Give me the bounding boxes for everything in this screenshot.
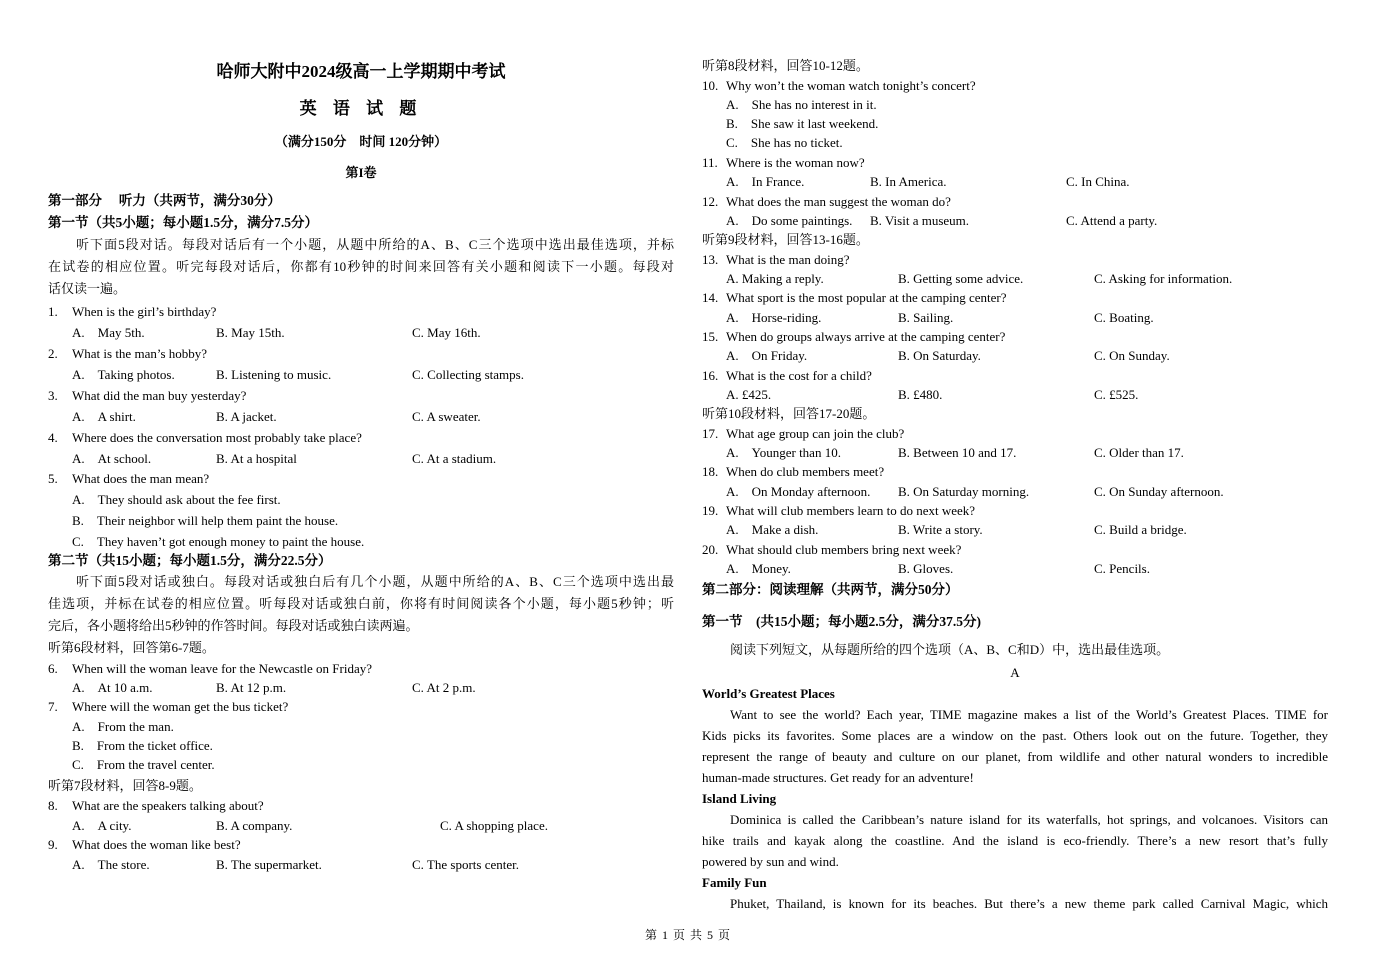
option-b: B. Between 10 and 17. <box>898 445 1017 460</box>
question-text: What is the cost for a child? <box>726 368 872 383</box>
reading-instr: 阅读下列短文，从每题所给的四个选项（A、B、C和D）中，选出最佳选项。 <box>730 642 1170 657</box>
exam-title: 哈师大附中2024级高一上学期期中考试 <box>216 62 506 81</box>
option-b: B. The supermarket. <box>216 857 322 872</box>
option-c: C. A shopping place. <box>440 818 548 833</box>
option-a: A. At school. <box>72 451 152 466</box>
option-a: A. Horse-riding. <box>726 310 822 325</box>
question-number: 16. <box>702 368 719 383</box>
option-c: C. Boating. <box>1094 310 1154 325</box>
question-5 <box>48 471 209 487</box>
question-3 <box>48 388 246 404</box>
passage-title: World’s Greatest Places <box>702 686 835 701</box>
question-text: When is the girl’s birthday? <box>72 304 217 319</box>
question-text: What will club members learn to do next week? <box>726 503 976 518</box>
part1-heading: 第一部分 听力（共两节，满分30分） <box>48 193 281 208</box>
question-text: What are the speakers talking about? <box>72 798 264 813</box>
option-a: A. She has no interest in it. <box>726 97 877 112</box>
section1-instr-line: 话仅读一遍。 <box>48 281 127 296</box>
option-b: B. She saw it last weekend. <box>726 116 879 131</box>
option-a: A. In France. <box>726 174 805 189</box>
question-number: 13. <box>702 252 719 267</box>
material-9: 听第9段材料，回答13-16题。 <box>702 232 869 247</box>
option-b: B. On Saturday. <box>898 348 981 363</box>
passage-subheading: Family Fun <box>702 875 767 890</box>
option-a: A. From the man. <box>72 719 174 734</box>
option-b: B. May 15th. <box>216 325 285 340</box>
question-number: 10. <box>702 78 719 93</box>
material-10: 听第10段材料，回答17-20题。 <box>702 406 876 421</box>
section1-heading: 第一节（共5小题；每小题1.5分，满分7.5分） <box>48 215 318 230</box>
section1-instr-line: 在试卷的相应位置。听完每段对话后，你都有10秒钟的时间来回答有关小题和阅读下一小题。每段对 <box>48 259 674 274</box>
option-c: C. Older than 17. <box>1094 445 1184 460</box>
option-a: A. On Monday afternoon. <box>726 484 871 499</box>
question-text: When will the woman leave for the Newcastle on Friday? <box>72 661 372 676</box>
question-15 <box>702 329 1005 345</box>
material-8: 听第8段材料，回答10-12题。 <box>702 58 869 73</box>
question-text: What does the man suggest the woman do? <box>726 194 951 209</box>
subject-title: 英 语 试 题 <box>299 99 423 118</box>
question-2 <box>48 346 207 362</box>
option-a: A. Make a dish. <box>726 522 819 537</box>
exam-meta: （满分150分 时间 120分钟） <box>274 134 448 149</box>
question-9 <box>48 837 241 853</box>
option-c: C. They haven’t got enough money to paint the house. <box>72 534 365 549</box>
question-4 <box>48 430 362 446</box>
question-number: 3. <box>48 388 58 403</box>
question-number: 11. <box>702 155 718 170</box>
option-a: A. On Friday. <box>726 348 808 363</box>
option-a: A. May 5th. <box>72 325 145 340</box>
volume-label: 第I卷 <box>345 165 377 180</box>
question-6 <box>48 661 372 677</box>
option-c: C. On Sunday. <box>1094 348 1170 363</box>
material-7: 听第7段材料，回答8-9题。 <box>48 778 202 793</box>
question-text: What is the man’s hobby? <box>72 346 208 361</box>
option-a: A. Money. <box>726 561 791 576</box>
question-13 <box>702 252 849 268</box>
question-number: 14. <box>702 290 719 305</box>
question-text: When do club members meet? <box>726 464 885 479</box>
option-b: B. Sailing. <box>898 310 954 325</box>
question-number: 17. <box>702 426 719 441</box>
question-12 <box>702 194 951 210</box>
question-text: Why won’t the woman watch tonight’s concert? <box>726 78 976 93</box>
option-b: B. At a hospital <box>216 451 297 466</box>
question-10 <box>702 78 976 94</box>
question-18 <box>702 464 884 480</box>
question-text: When do groups always arrive at the camping center? <box>726 329 1006 344</box>
passage-line: Dominica is called the Caribbean’s nature island for its waterfalls, hot springs, and volcanoes. Visitors can <box>730 812 1328 827</box>
question-20 <box>702 542 961 558</box>
option-b: B. On Saturday morning. <box>898 484 1030 499</box>
passage-line: Want to see the world? Each year, TIME magazine makes a list of the World’s Greatest Places. TIME for <box>730 707 1328 722</box>
section1-instr-line: 听下面5段对话。每段对话后有一个小题，从题中所给的A、B、C三个选项中选出最佳选项，并标 <box>76 237 674 252</box>
option-b: B. From the ticket office. <box>72 738 213 753</box>
passage-subheading: Island Living <box>702 791 777 806</box>
passage-label: A <box>1010 665 1020 680</box>
passage-line: represent the range of beauty and culture on our planet, from wildlife and other natural wonders to incredible <box>702 749 1328 764</box>
question-text: What should club members bring next week? <box>726 542 962 557</box>
option-b: B. Gloves. <box>898 561 954 576</box>
option-b: B. Getting some advice. <box>898 271 1024 286</box>
question-number: 15. <box>702 329 719 344</box>
question-11 <box>702 155 865 171</box>
option-a: A. Do some paintings. <box>726 213 853 228</box>
option-b: B. Write a story. <box>898 522 983 537</box>
question-number: 18. <box>702 464 719 479</box>
option-a: A. Younger than 10. <box>726 445 841 460</box>
question-number: 20. <box>702 542 719 557</box>
part2-section1-heading: 第一节 (共15小题；每小题2.5分，满分37.5分) <box>702 614 981 629</box>
option-b: B. A company. <box>216 818 293 833</box>
question-number: 2. <box>48 346 58 361</box>
option-a: A. £425. <box>726 387 772 402</box>
option-a: A. Making a reply. <box>726 271 824 286</box>
section2-instr-line: 佳选项，并标在试卷的相应位置。听每段对话或独白前，你将有时间阅读各个小题，每小题5秒钟；听 <box>48 596 674 611</box>
option-c: C. The sports center. <box>412 857 519 872</box>
question-7 <box>48 699 288 715</box>
option-b: B. In America. <box>870 174 947 189</box>
option-b: B. Listening to music. <box>216 367 332 382</box>
option-c: C. Build a bridge. <box>1094 522 1187 537</box>
question-number: 1. <box>48 304 58 319</box>
question-17 <box>702 426 904 442</box>
question-1 <box>48 304 216 320</box>
option-a: A. They should ask about the fee first. <box>72 492 281 507</box>
question-number: 12. <box>702 194 719 209</box>
question-14 <box>702 290 1007 306</box>
option-b: B. A jacket. <box>216 409 277 424</box>
question-text: What age group can join the club? <box>726 426 905 441</box>
option-c: C. At 2 p.m. <box>412 680 476 695</box>
page-footer: 第 1 页 共 5 页 <box>644 928 731 942</box>
question-number: 19. <box>702 503 719 518</box>
question-number: 6. <box>48 661 58 676</box>
option-a: A. A shirt. <box>72 409 136 424</box>
option-c: C. She has no ticket. <box>726 135 843 150</box>
option-c: C. May 16th. <box>412 325 481 340</box>
question-number: 8. <box>48 798 58 813</box>
question-19 <box>702 503 975 519</box>
section2-heading: 第二节（共15小题；每小题1.5分，满分22.5分） <box>48 553 332 568</box>
option-b: B. Visit a museum. <box>870 213 970 228</box>
question-number: 7. <box>48 699 58 714</box>
passage-line: Kids picks its favorites. Some places are a window on the past. Others look out on the future. Together, they <box>702 728 1328 743</box>
passage-line: hike trails and kayak along the coastline. And the island is eco-friendly. There’s a new resort that’s fully <box>702 833 1328 848</box>
section2-instr-line: 完后，各小题将给出5秒钟的作答时间。每段对话或独白读两遍。 <box>48 618 419 633</box>
material-6: 听第6段材料，回答第6-7题。 <box>48 640 215 655</box>
question-number: 4. <box>48 430 58 445</box>
option-a: A. The store. <box>72 857 150 872</box>
option-c: C. Attend a party. <box>1066 213 1158 228</box>
option-c: C. Pencils. <box>1094 561 1150 576</box>
question-16 <box>702 368 872 384</box>
question-text: Where will the woman get the bus ticket? <box>72 699 289 714</box>
question-text: What does the woman like best? <box>72 837 241 852</box>
question-8 <box>48 798 264 814</box>
option-c: C. Collecting stamps. <box>412 367 524 382</box>
option-c: C. From the travel center. <box>72 757 215 772</box>
option-c: C. £525. <box>1094 387 1139 402</box>
option-a: A. At 10 a.m. <box>72 680 153 695</box>
passage-line: Phuket, Thailand, is known for its beaches. But there’s a new theme park called Carnival Magic, which <box>730 896 1328 911</box>
option-b: B. At 12 p.m. <box>216 680 287 695</box>
option-c: C. At a stadium. <box>412 451 497 466</box>
option-b: B. Their neighbor will help them paint the house. <box>72 513 339 528</box>
question-number: 9. <box>48 837 58 852</box>
question-text: Where does the conversation most probably take place? <box>72 430 362 445</box>
part2-heading: 第二部分：阅读理解（共两节，满分50分） <box>702 582 959 597</box>
section2-instr-line: 听下面5段对话或独白。每段对话或独白后有几个小题，从题中所给的A、B、C三个选项中选出最 <box>76 574 674 589</box>
question-text: What does the man mean? <box>72 471 210 486</box>
passage-line: powered by sun and wind. <box>702 854 839 869</box>
option-c: C. In China. <box>1066 174 1130 189</box>
option-a: A. Taking photos. <box>72 367 175 382</box>
option-a: A. A city. <box>72 818 132 833</box>
option-b: B. £480. <box>898 387 943 402</box>
question-text: What did the man buy yesterday? <box>72 388 247 403</box>
passage-line: human-made structures. Get ready for an adventure! <box>702 770 974 785</box>
question-number: 5. <box>48 471 58 486</box>
option-c: C. On Sunday afternoon. <box>1094 484 1224 499</box>
option-c: C. Asking for information. <box>1094 271 1233 286</box>
question-text: Where is the woman now? <box>726 155 865 170</box>
question-text: What sport is the most popular at the camping center? <box>726 290 1007 305</box>
question-text: What is the man doing? <box>726 252 850 267</box>
option-c: C. A sweater. <box>412 409 481 424</box>
